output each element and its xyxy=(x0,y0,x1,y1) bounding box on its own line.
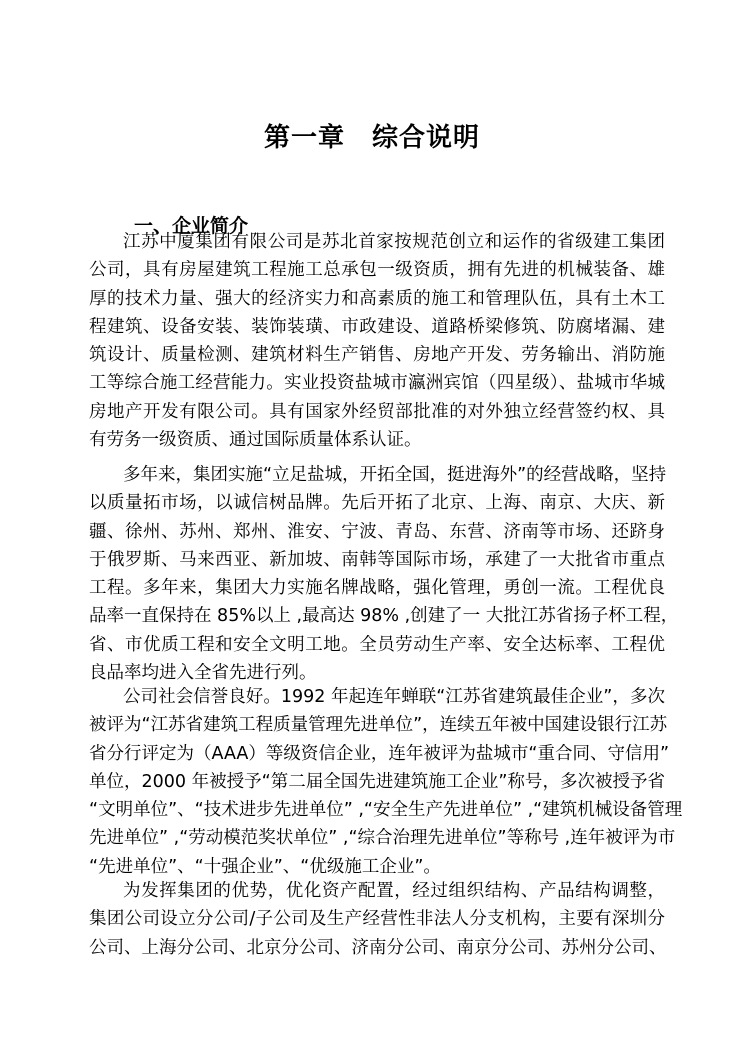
chapter-title: 第一章 综合说明 xyxy=(263,123,480,153)
text-line: 品率一直保持在 85%以上 ,最高达 98% ,创建了一 大批江苏省扬子杯工程， xyxy=(89,606,679,627)
paragraph-structure xyxy=(89,877,665,962)
text-line: “先进单位”、“十强企业”、“优级施工企业”。 xyxy=(89,856,441,877)
paragraph-strategy xyxy=(89,461,679,687)
text-line: 多年来，集团实施“立足盐城，开拓全国，挺进海外”的经营战略，坚持 xyxy=(123,465,667,485)
text-line: 工等综合施工经营能力。实业投资盐城市瀛洲宾馆（四星级）、盐城市华城 xyxy=(89,373,665,394)
text-line: 被评为“江苏省建筑工程质量管理先进单位”，连续五年被中国建设银行江苏 xyxy=(89,715,668,736)
text-line: 良品率均进入全省先进行列。 xyxy=(89,663,317,684)
text-line: 筑设计、质量检测、建筑材料生产销售、房地产开发、劳务输出、消防施 xyxy=(89,345,665,366)
text-line: 为发挥集团的优势，优化资产配置，经过组织结构、产品结构调整， xyxy=(123,881,665,901)
text-line: 单位，2000 年被授予“第二届全国先进建筑施工企业”称号，多次被授予省 xyxy=(89,771,665,792)
text-line: 以质量拓市场，以诚信树品牌。先后开拓了北京、上海、南京、大庆、新 xyxy=(89,493,665,514)
text-line: 厚的技术力量、强大的经济实力和高素质的施工和管理队伍，具有土木工 xyxy=(89,288,665,309)
text-line: 工程。多年来，集团大力实施名牌战略，强化管理，勇创一流。工程优良 xyxy=(89,578,665,599)
text-line: 江苏中厦集团有限公司是苏北首家按规范创立和运作的省级建工集团 xyxy=(123,232,665,252)
text-line: 公司社会信誉良好。1992 年起连年蝉联“江苏省建筑最佳企业”，多次 xyxy=(123,687,665,707)
text-line: 有劳务一级资质、通过国际质量体系认证。 xyxy=(89,430,422,451)
text-line: 程建筑、设备安装、装饰装璜、市政建设、道路桥梁修筑、防腐堵漏、建 xyxy=(89,316,665,337)
text-line: 省分行评定为（AAA）等级资信企业，连年被评为盐城市“重合同、守信用” xyxy=(89,743,670,764)
text-line: 公司、上海分公司、北京分公司、济南分公司、南京分公司、苏州分公司、 xyxy=(89,937,667,958)
text-line: 疆、徐州、苏州、郑州、淮安、宁波、青岛、东营、济南等市场、还跻身 xyxy=(89,521,665,542)
text-line: 房地产开发有限公司。具有国家外经贸部批准的对外独立经营签约权、具 xyxy=(89,401,665,422)
paragraph-reputation xyxy=(89,683,683,881)
section-heading: 一、企业简介 xyxy=(134,215,249,237)
text-line: “文明单位”、“技术进步先进单位” ,“安全生产先进单位” ,“建筑机械设备管理 xyxy=(89,800,683,821)
text-line: 于俄罗斯、马来西亚、新加坡、南韩等国际市场，承建了一大批省市重点 xyxy=(89,549,665,570)
text-line: 先进单位” ,“劳动模范奖状单位” ,“综合治理先进单位”等称号 ,连年被评为市 xyxy=(89,828,676,849)
text-line: 省、市优质工程和安全文明工地。全员劳动生产率、安全达标率、工程优 xyxy=(89,634,665,655)
text-line: 公司，具有房屋建筑工程施工总承包一级资质，拥有先进的机械装备、雄 xyxy=(89,260,665,281)
paragraph-company-profile xyxy=(89,228,665,454)
text-line: 集团公司设立分公司/子公司及生产经营性非法人分支机构，主要有深圳分 xyxy=(89,909,665,930)
